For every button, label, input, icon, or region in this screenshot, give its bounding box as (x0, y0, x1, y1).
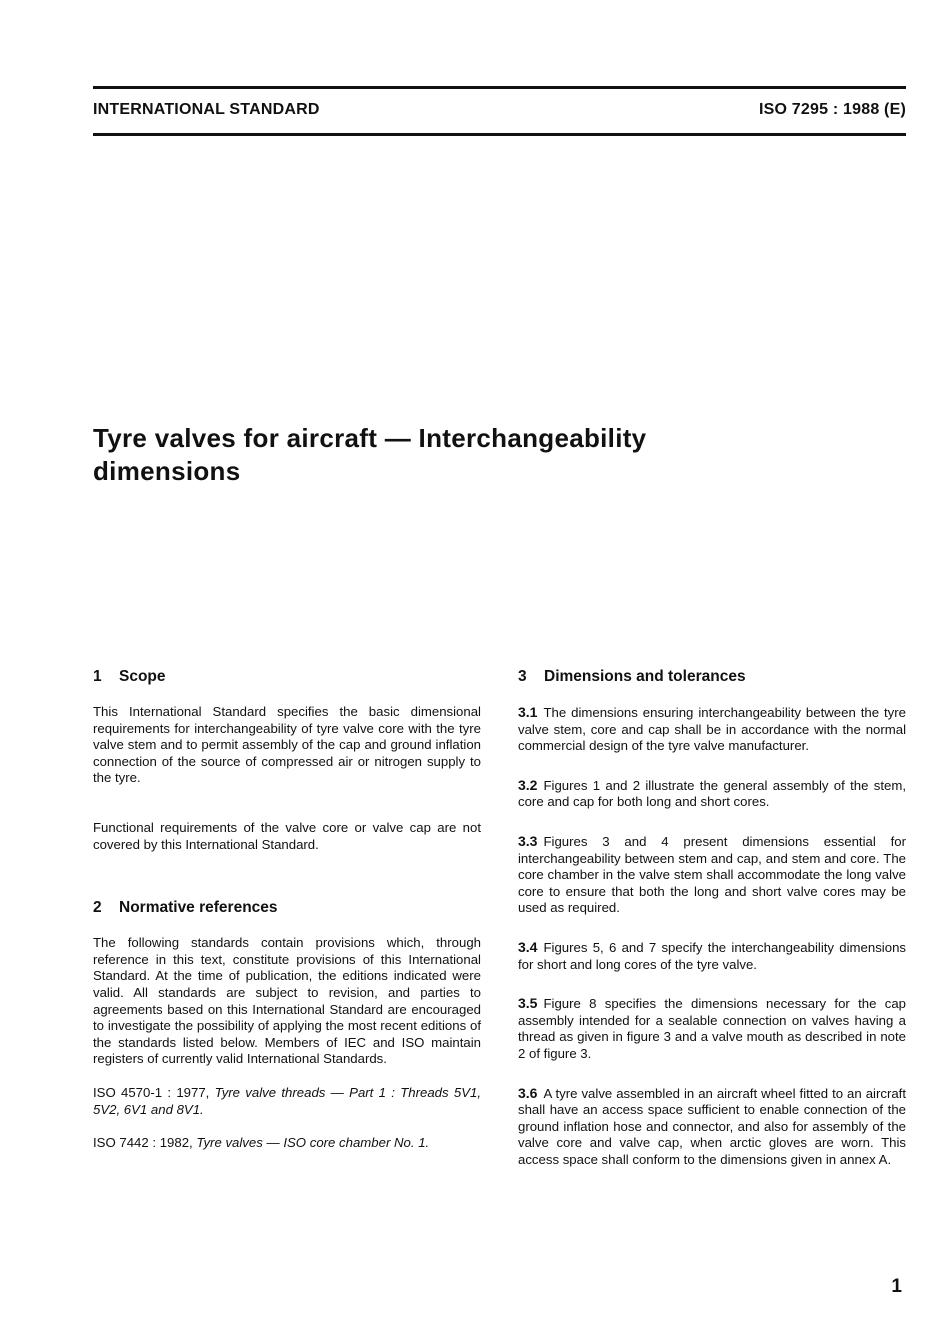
clause-3-4 (518, 939, 906, 973)
document-title (93, 422, 853, 488)
section-3-number: 3 (518, 668, 527, 685)
clause-number: 3.6 (518, 1084, 538, 1101)
section-3-title: Dimensions and tolerances (544, 668, 746, 685)
reference-item (93, 1135, 481, 1152)
scope-paragraph-2: Functional requirements of the valve core or valve cap are not covered by this International Standard. (93, 819, 481, 852)
normative-references-intro: The following standards contain provisions which, through reference in this text, constitute provisions of this International Standard. At the time of publication, the editions indicated were valid. All standards are subject to revision, and parties to agreements based on this International Standard are encouraged to investigate the possibility of applying the most recent editions of the standards listed below. Members of IEC and ISO maintain registers of currently valid International Standards. (93, 935, 481, 1067)
header-top-rule (93, 86, 906, 89)
page-number: 1 (891, 1276, 902, 1297)
right-column (518, 666, 906, 1168)
clause-text: Figure 8 specifies the dimensions necessary for the cap assembly intended for a sealable connection on valves having a thread as given in figure 3 and a valve mouth as described in note 2 of figure 3. (518, 996, 906, 1061)
clause-number: 3.4 (518, 938, 538, 955)
section-3-heading (518, 666, 906, 688)
reference-item (93, 1085, 481, 1118)
clause-3-6 (518, 1085, 906, 1169)
clause-text: A tyre valve assembled in an aircraft wheel fitted to an aircraft shall have an access space sufficient to enable connection of the ground inflation hose and connector, and also for assembly of the valve core and valve cap, when arctic gloves are worn. This access space shall conform to the dimensions given in annex A. (518, 1085, 906, 1167)
section-1-number: 1 (93, 668, 102, 685)
clause-number: 3.2 (518, 776, 538, 793)
reference-title: Tyre valve threads — Part 1 : Threads 5V1, 5V2, 6V1 and 8V1. (93, 1084, 482, 1117)
clause-text: Figures 5, 6 and 7 specify the interchangeability dimensions for short and long cores of the tyre valve. (518, 939, 906, 972)
clause-3-2 (518, 777, 906, 811)
clause-3-5 (518, 995, 906, 1062)
clause-number: 3.1 (518, 704, 538, 720)
header-bottom-rule (93, 133, 906, 136)
title-line-2: dimensions (93, 456, 241, 486)
section-2-heading (93, 897, 481, 919)
document-type-label: INTERNATIONAL STANDARD (93, 101, 320, 118)
reference-code: ISO 4570-1 : 1977, (93, 1084, 210, 1100)
section-1-title: Scope (119, 668, 166, 685)
title-line-1: Tyre valves for aircraft — Interchangeability (93, 423, 647, 453)
clause-text: Figures 3 and 4 present dimensions essential for interchangeability between stem and cap, and stem and core. The core chamber in the valve stem shall accommodate the long valve core to ensure that both the long and short valve cores may be used as required. (518, 833, 906, 916)
clause-number: 3.5 (518, 995, 538, 1012)
clause-3-3 (518, 833, 906, 917)
section-2-number: 2 (93, 899, 102, 917)
clause-3-1 (518, 704, 906, 755)
clause-text: Figures 1 and 2 illustrate the general assembly of the stem, core and cap for both long and short cores. (518, 777, 906, 810)
scope-paragraph-1: This International Standard specifies the basic dimensional requirements for interchangeability of tyre valve core with the tyre valve stem and to permit assembly of the cap and ground inflation connection of the source of compressed air or nitrogen supply to the tyre. (93, 704, 481, 786)
reference-title: Tyre valves — ISO core chamber No. 1. (196, 1135, 430, 1151)
standard-number: ISO 7295 : 1988 (E) (759, 101, 906, 118)
section-1-heading (93, 666, 481, 688)
section-2-title: Normative references (119, 899, 278, 917)
clause-text: The dimensions ensuring interchangeability between the tyre valve stem, core and cap shall be in accordance with the normal commercial design of the tyre valve manufacturer. (518, 705, 906, 754)
clause-number: 3.3 (518, 832, 538, 849)
left-column (93, 666, 481, 1152)
reference-code: ISO 7442 : 1982, (93, 1135, 193, 1151)
